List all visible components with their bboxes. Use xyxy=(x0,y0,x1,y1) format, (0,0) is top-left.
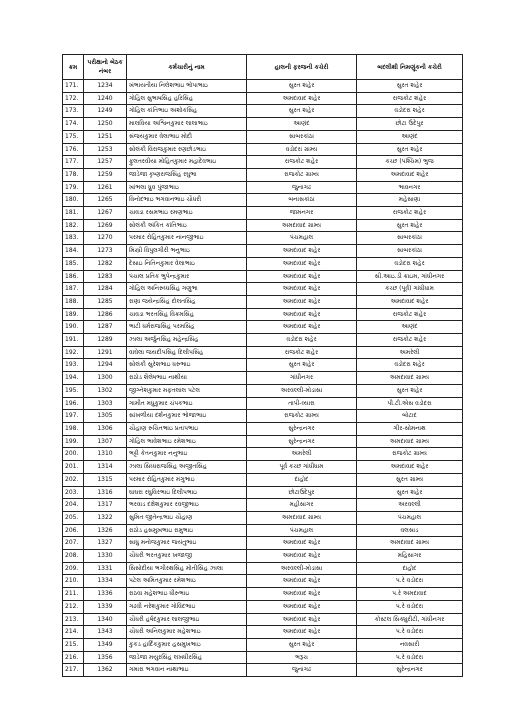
serial-no-cell: 171. xyxy=(63,80,84,93)
table-row xyxy=(63,80,463,93)
new-office-cell: રાજકોટ ગ્રામ્ય xyxy=(357,448,463,461)
table-row xyxy=(63,283,463,296)
table-row xyxy=(63,626,463,639)
current-office-cell: રાજકોટ શહેર xyxy=(247,346,357,359)
current-office-cell: આણંદ xyxy=(247,118,357,131)
table-row xyxy=(63,651,463,664)
current-office-cell: અમદાવાદ શહેર xyxy=(247,295,357,308)
new-office-cell: સુરત શહેર xyxy=(357,143,463,156)
new-office-cell: સુરત શહેર xyxy=(357,80,463,93)
seat-number-cell: 1331 xyxy=(84,562,127,575)
current-office-cell: અમદાવાદ શહેર xyxy=(247,283,357,296)
table-row xyxy=(63,575,463,588)
new-office-cell: અરવલ્લી xyxy=(357,499,463,512)
seat-number-cell: 1253 xyxy=(84,143,127,156)
new-office-cell: પ.રે વડોદરા xyxy=(357,600,463,613)
table-row xyxy=(63,346,463,359)
serial-no-cell: 199. xyxy=(63,435,84,448)
employee-name-cell: રાઠોડ શૈલેષભાઇ નાથીયા xyxy=(127,372,247,385)
current-office-cell: પૂર્વ કચ્છ ગાંધીધામ xyxy=(247,461,357,474)
serial-no-cell: 201. xyxy=(63,461,84,474)
employee-name-cell: ઝાલા સિધ્ધરાજસિંહ અજીતસિંહ xyxy=(127,461,247,474)
employee-name-cell: સિસોદીયા ભગીરથસિંહ મોતીસિંહ ઝાલા xyxy=(127,562,247,575)
seat-number-cell: 1362 xyxy=(84,664,127,677)
current-office-cell: અમદાવાદ શહેર xyxy=(247,257,357,270)
current-office-cell: સુરત શહેર xyxy=(247,105,357,118)
current-office-cell: અમદાવાદ શહેર xyxy=(247,575,357,588)
table-row xyxy=(63,473,463,486)
employee-name-cell: ભટ્ટી કેતનકુમાર નનુભાઇ xyxy=(127,448,247,461)
seat-number-cell: 1286 xyxy=(84,308,127,321)
new-office-cell: વડોદરા શહેર xyxy=(357,257,463,270)
employee-name-cell: ગોહિલ કાંતિભાઇ અશોકસિંહ xyxy=(127,105,247,118)
new-office-cell: આણંદ xyxy=(357,130,463,143)
current-office-cell: મહીસાગર xyxy=(247,499,357,512)
serial-no-cell: 176. xyxy=(63,143,84,156)
serial-no-cell: 196. xyxy=(63,397,84,410)
table-row xyxy=(63,448,463,461)
seat-number-cell: 1259 xyxy=(84,168,127,181)
new-office-cell: પ.રે વડોદરા xyxy=(357,575,463,588)
serial-no-cell: 195. xyxy=(63,384,84,397)
current-office-cell: અરવલ્લી-મોડાસા xyxy=(247,562,357,575)
current-office-cell: જામનગર xyxy=(247,207,357,220)
new-office-cell: કચ્છ (પશ્ચિમ) ભુજ xyxy=(357,156,463,169)
table-row xyxy=(63,359,463,372)
new-office-cell: પંચમહાલ xyxy=(357,511,463,524)
serial-no-cell: 178. xyxy=(63,168,84,181)
table-header-row xyxy=(63,55,463,80)
current-office-cell: અમદાવાદ શહેર xyxy=(247,613,357,626)
employee-name-cell: સાંખળીયા દર્શનકુમાર ભોજાભાઇ xyxy=(127,410,247,423)
seat-number-cell: 1334 xyxy=(84,575,127,588)
serial-no-cell: 211. xyxy=(63,588,84,601)
table-row xyxy=(63,664,463,677)
employee-name-cell: ગઢવી નરેશકુમાર ગોવિંદભાઇ xyxy=(127,600,247,613)
employee-name-cell: ગામીત મધુકુમાર ચંપકભાઇ xyxy=(127,397,247,410)
table-row xyxy=(63,511,463,524)
new-office-cell: ભાવનગર xyxy=(357,181,463,194)
seat-number-cell: 1269 xyxy=(84,219,127,232)
employee-name-cell: ગોહિલ અનિરુધ્ધસિંહ ગણુભા xyxy=(127,283,247,296)
serial-no-cell: 208. xyxy=(63,550,84,563)
table-row xyxy=(63,524,463,537)
seat-number-cell: 1307 xyxy=(84,435,127,448)
new-office-cell: પ.રે વડોદરા xyxy=(357,626,463,639)
table-row xyxy=(63,435,463,448)
seat-number-cell: 1340 xyxy=(84,613,127,626)
new-office-cell: કચ્છ (પૂર્વ) ગાંધીધામ xyxy=(357,283,463,296)
table-row xyxy=(63,168,463,181)
new-office-cell: સી.આઇ.ડી ક્રાઇમ, ગાંધીનગર xyxy=(357,270,463,283)
table-row xyxy=(63,422,463,435)
seat-number-cell: 1250 xyxy=(84,118,127,131)
new-office-cell: સુરત શહેર xyxy=(357,219,463,232)
seat-number-cell: 1326 xyxy=(84,524,127,537)
serial-no-cell: 184. xyxy=(63,245,84,258)
seat-number-cell: 1267 xyxy=(84,207,127,220)
table-row xyxy=(63,486,463,499)
seat-number-cell: 1317 xyxy=(84,499,127,512)
table-row xyxy=(63,232,463,245)
serial-no-cell: 207. xyxy=(63,537,84,550)
table-row xyxy=(63,537,463,550)
new-office-cell: મહેસાણા xyxy=(357,194,463,207)
employee-name-cell: ચૌધરી ભરતકુમાર ખજાજી xyxy=(127,550,247,563)
seat-number-cell: 1322 xyxy=(84,511,127,524)
seat-number-cell: 1273 xyxy=(84,245,127,258)
current-office-cell: અમદાવાદ શહેર xyxy=(247,321,357,334)
employee-name-cell: સાધુ મનોજકુમાર જયંતુભાઇ xyxy=(127,537,247,550)
table-row xyxy=(63,613,463,626)
seat-number-cell: 1349 xyxy=(84,638,127,651)
current-office-cell: અમદાવાદ ગ્રામ્ય xyxy=(247,219,357,232)
current-office-cell: જુનાગઢ xyxy=(247,664,357,677)
seat-number-cell: 1303 xyxy=(84,397,127,410)
employee-name-cell: ભરવાડ દક્ષેશકુમાર રવજીભાઇ xyxy=(127,499,247,512)
table-row xyxy=(63,600,463,613)
new-office-cell: રાજકોટ શહેર xyxy=(357,207,463,220)
employee-name-cell: ફુલતરવીયા મોહિતકુમાર મહાદેવભાઇ xyxy=(127,156,247,169)
new-office-cell: સાબરકાંઠા xyxy=(357,245,463,258)
seat-number-cell: 1336 xyxy=(84,588,127,601)
transfer-table xyxy=(62,54,463,677)
employee-name-cell: સોલંકી વિરાજકુમાર રણછોડભાઇ xyxy=(127,143,247,156)
serial-no-cell: 183. xyxy=(63,232,84,245)
table-body xyxy=(63,80,463,677)
serial-no-cell: 185. xyxy=(63,257,84,270)
table-row xyxy=(63,461,463,474)
seat-number-cell: 1289 xyxy=(84,334,127,347)
new-office-cell: અમરેલી xyxy=(357,346,463,359)
employee-name-cell: જાડેજા કૃષ્ણરાજસિંહ રઘુભા xyxy=(127,168,247,181)
table-row xyxy=(63,143,463,156)
table-row xyxy=(63,372,463,385)
serial-no-cell: 173. xyxy=(63,105,84,118)
serial-no-cell: 209. xyxy=(63,562,84,575)
serial-no-cell: 181. xyxy=(63,207,84,220)
serial-no-cell: 191. xyxy=(63,334,84,347)
new-office-cell: અમદાવાદ શહેર xyxy=(357,295,463,308)
new-office-cell: અમદાવાદ ગ્રામ્ય xyxy=(357,435,463,448)
employee-name-cell: કુકડ હાર્દિકકુમાર હસમુખભાઇ xyxy=(127,638,247,651)
table-row xyxy=(63,334,463,347)
employee-name-cell: રાઠવા મહેશભાઇ ધીરુભાઇ xyxy=(127,588,247,601)
employee-name-cell: મિસ્ત્રી વિપુલગીરી ભનુભાઇ xyxy=(127,245,247,258)
current-office-cell: અમદાવાદ શહેર xyxy=(247,588,357,601)
seat-number-cell: 1306 xyxy=(84,422,127,435)
employee-name-cell: વાઘેલા જયદીપસિંહ દિલીપસિંહ xyxy=(127,346,247,359)
new-office-cell: વલસાડ xyxy=(357,524,463,537)
serial-no-cell: 205. xyxy=(63,511,84,524)
table-row xyxy=(63,295,463,308)
seat-number-cell: 1270 xyxy=(84,232,127,245)
serial-no-cell: 200. xyxy=(63,448,84,461)
current-office-cell: રાજકોટ ગ્રામ્ય xyxy=(247,168,357,181)
employee-name-cell: ગોહિલ ભાવેશભાઇ રમેશભાઇ xyxy=(127,435,247,448)
serial-no-cell: 213. xyxy=(63,613,84,626)
seat-number-cell: 1316 xyxy=(84,486,127,499)
current-office-cell: સુરત શહેર xyxy=(247,359,357,372)
new-office-cell: બોટાદ xyxy=(357,410,463,423)
serial-no-cell: 197. xyxy=(63,410,84,423)
employee-name-cell: પરમાર રોહિતકુમાર મંગુભાઇ xyxy=(127,473,247,486)
seat-number-cell: 1282 xyxy=(84,257,127,270)
serial-no-cell: 206. xyxy=(63,524,84,537)
seat-number-cell: 1305 xyxy=(84,410,127,423)
serial-no-cell: 212. xyxy=(63,600,84,613)
table-row xyxy=(63,130,463,143)
current-office-cell: અમરેલી xyxy=(247,448,357,461)
header-current-office: હાલની ફરજની કચેરી xyxy=(247,55,357,80)
table-row xyxy=(63,257,463,270)
serial-no-cell: 217. xyxy=(63,664,84,677)
new-office-cell: રાજકોટ શહેર xyxy=(357,92,463,105)
new-office-cell: પ.રે વડોદરા xyxy=(357,651,463,664)
table-row xyxy=(63,194,463,207)
seat-number-cell: 1314 xyxy=(84,461,127,474)
seat-number-cell: 1251 xyxy=(84,130,127,143)
seat-number-cell: 1240 xyxy=(84,92,127,105)
table-row xyxy=(63,105,463,118)
serial-no-cell: 204. xyxy=(63,499,84,512)
current-office-cell: અરવલ્લી-મોડાસા xyxy=(247,384,357,397)
seat-number-cell: 1302 xyxy=(84,384,127,397)
header-employee-name: કર્મચારીનું નામ xyxy=(127,55,247,80)
header-seat-number: પરીક્ષાનો બેઠક નંબર xyxy=(84,55,127,80)
employee-name-cell: દેસાઇ નિતિનકુમાર વેલાભાઇ xyxy=(127,257,247,270)
table-row xyxy=(63,308,463,321)
serial-no-cell: 189. xyxy=(63,308,84,321)
table-row xyxy=(63,499,463,512)
table-row xyxy=(63,588,463,601)
serial-no-cell: 174. xyxy=(63,118,84,131)
table-row xyxy=(63,562,463,575)
serial-no-cell: 172. xyxy=(63,92,84,105)
employee-name-cell: ઘાઘરા રઘુવિરભાઇ દિલીપભાઇ xyxy=(127,486,247,499)
seat-number-cell: 1285 xyxy=(84,295,127,308)
employee-name-cell: પટેલ અમિતકુમાર રમેશભાઇ xyxy=(127,575,247,588)
serial-no-cell: 175. xyxy=(63,130,84,143)
employee-name-cell: ગોહિલ સુભાષસિંહ હરિસિંહ xyxy=(127,92,247,105)
employee-name-cell: વિનોદભાઇ ભગવાનભાઇ ચૌધરી xyxy=(127,194,247,207)
employee-name-cell: સોલંકી સુરેશભાઇ ધરુભાઇ xyxy=(127,359,247,372)
serial-no-cell: 190. xyxy=(63,321,84,334)
serial-no-cell: 187. xyxy=(63,283,84,296)
table-row xyxy=(63,384,463,397)
current-office-cell: અમદાવાદ શહેર xyxy=(247,550,357,563)
employee-name-cell: ચાવડા ભરતસિંહ વિક્રમસિંહ xyxy=(127,308,247,321)
current-office-cell: સુરત શહેર xyxy=(247,80,357,93)
header-new-office: બદલીથી નિમણૂંકની કચેરી xyxy=(357,55,463,80)
seat-number-cell: 1265 xyxy=(84,194,127,207)
table-row xyxy=(63,245,463,258)
employee-name-cell: માલવિયા અશ્વિનકુમાર લાલાભાઇ xyxy=(127,118,247,131)
current-office-cell: સુરેન્દ્રનગર xyxy=(247,435,357,448)
new-office-cell: વડોદરા શહેર xyxy=(357,105,463,118)
seat-number-cell: 1291 xyxy=(84,346,127,359)
employee-name-cell: સોલંકી અંકિત કાંતિભાઇ xyxy=(127,219,247,232)
seat-number-cell: 1343 xyxy=(84,626,127,639)
serial-no-cell: 203. xyxy=(63,486,84,499)
new-office-cell: રાજકોટ શહેર xyxy=(357,308,463,321)
employee-name-cell: ચૌધરી હર્ષદકુમાર લાલજીભાઇ xyxy=(127,613,247,626)
current-office-cell: સુરત શહેર xyxy=(247,638,357,651)
seat-number-cell: 1356 xyxy=(84,651,127,664)
new-office-cell: સાબરકાંઠા xyxy=(357,232,463,245)
employee-name-cell: સંજયકુમાર વેલાભાઇ મોદી xyxy=(127,130,247,143)
seat-number-cell: 1261 xyxy=(84,181,127,194)
employee-name-cell: ઝાલા અર્જુનસિંહ મહેન્દ્રસિંહ xyxy=(127,334,247,347)
new-office-cell: પી.ટી.એસ વડોદરા xyxy=(357,397,463,410)
serial-no-cell: 193. xyxy=(63,359,84,372)
new-office-cell: છોટા ઉદેપુર xyxy=(357,118,463,131)
current-office-cell: પંચમહાલ xyxy=(247,524,357,537)
table-row xyxy=(63,207,463,220)
current-office-cell: પંચમહાલ xyxy=(247,232,357,245)
serial-no-cell: 182. xyxy=(63,219,84,232)
seat-number-cell: 1257 xyxy=(84,156,127,169)
current-office-cell: દાહોદ xyxy=(247,473,357,486)
seat-number-cell: 1234 xyxy=(84,80,127,93)
employee-name-cell: રાઠોડ હસમુખભાઇ રામુભાઇ xyxy=(127,524,247,537)
serial-no-cell: 194. xyxy=(63,372,84,385)
table-row xyxy=(63,156,463,169)
employee-name-cell: ચૌધરી અનિલકુમાર મહેશભાઇ xyxy=(127,626,247,639)
seat-number-cell: 1249 xyxy=(84,105,127,118)
employee-name-cell: જીગ્નેશકુમાર મફતલાલ પટેલ xyxy=(127,384,247,397)
current-office-cell: રાજકોટ શહેર xyxy=(247,156,357,169)
current-office-cell: અમદાવાદ શહેર xyxy=(247,308,357,321)
current-office-cell: અમદાવાદ શહેર xyxy=(247,600,357,613)
new-office-cell: કોસ્ટલ સિક્યુરીટી, ગાંધીનગર xyxy=(357,613,463,626)
employee-name-cell: ભાટી ધર્મરાજસિંહ પરમસિંહ xyxy=(127,321,247,334)
new-office-cell: પ.રે અમદાવાદ xyxy=(357,588,463,601)
new-office-cell: વડોદરા શહેર xyxy=(357,359,463,372)
seat-number-cell: 1284 xyxy=(84,283,127,296)
seat-number-cell: 1283 xyxy=(84,270,127,283)
table-row xyxy=(63,410,463,423)
current-office-cell: સાબરકાંઠા xyxy=(247,130,357,143)
table-row xyxy=(63,550,463,563)
new-office-cell: સુરત ગ્રામ્ય xyxy=(357,473,463,486)
current-office-cell: અમદાવાદ શહેર xyxy=(247,626,357,639)
seat-number-cell: 1310 xyxy=(84,448,127,461)
new-office-cell: સુરેન્દ્રનગર xyxy=(357,664,463,677)
current-office-cell: ભરૂચ xyxy=(247,651,357,664)
employee-name-cell: પરમાર રોહિતકુમાર નાનજીભાઇ xyxy=(127,232,247,245)
serial-no-cell: 214. xyxy=(63,626,84,639)
seat-number-cell: 1300 xyxy=(84,372,127,385)
table-row xyxy=(63,638,463,651)
current-office-cell: તાપી-વ્યારા xyxy=(247,397,357,410)
current-office-cell: બનાસકાંઠા xyxy=(247,194,357,207)
current-office-cell: વડોદરા ગ્રામ્ય xyxy=(247,143,357,156)
new-office-cell: મહિસાગર xyxy=(357,550,463,563)
serial-no-cell: 192. xyxy=(63,346,84,359)
employee-name-cell: ખંભાયતીયા નિલેશભાઇ ભોપાભાઇ xyxy=(127,80,247,93)
current-office-cell: અમદાવાદ શહેર xyxy=(247,92,357,105)
table-row xyxy=(63,181,463,194)
seat-number-cell: 1287 xyxy=(84,321,127,334)
current-office-cell: અમદાવાદ ગ્રામ્ય xyxy=(247,511,357,524)
table-row xyxy=(63,270,463,283)
table-row xyxy=(63,92,463,105)
employee-name-cell: ચાવડા રસમભાઇ રમણભાઇ xyxy=(127,207,247,220)
current-office-cell: છોટાઉદેપુર xyxy=(247,486,357,499)
serial-no-cell: 188. xyxy=(63,295,84,308)
serial-no-cell: 210. xyxy=(63,575,84,588)
employee-name-cell: જાડેજા મયુરસિંહ લખધીરસિંહ xyxy=(127,651,247,664)
table-row xyxy=(63,219,463,232)
seat-number-cell: 1330 xyxy=(84,550,127,563)
new-office-cell: સુરત શહેર xyxy=(357,486,463,499)
serial-no-cell: 198. xyxy=(63,422,84,435)
serial-no-cell: 186. xyxy=(63,270,84,283)
serial-no-cell: 215. xyxy=(63,638,84,651)
new-office-cell: સુરત શહેર xyxy=(357,384,463,397)
current-office-cell: જુનાગઢ xyxy=(247,181,357,194)
new-office-cell: આણંદ xyxy=(357,321,463,334)
serial-no-cell: 180. xyxy=(63,194,84,207)
employee-name-cell: ચૌહાણ રુચિતભાઇ પ્રતાપભાઇ xyxy=(127,422,247,435)
new-office-cell: અમદાવાદ ગ્રામ્ય xyxy=(357,537,463,550)
new-office-cell: અમદાવાદ શહેર xyxy=(357,168,463,181)
serial-no-cell: 177. xyxy=(63,156,84,169)
current-office-cell: અમદાવાદ શહેર xyxy=(247,537,357,550)
current-office-cell: સુરેન્દ્રનગર xyxy=(247,422,357,435)
new-office-cell: નવસારી xyxy=(357,638,463,651)
employee-name-cell: સુમિત જીતેન્દ્રભાઇ ચૌહાણ xyxy=(127,511,247,524)
table-row xyxy=(63,397,463,410)
employee-name-cell: પંચાલ પ્રતિક ભુપેન્દ્રકુમાર xyxy=(127,270,247,283)
employee-name-cell: રાણા જયેન્દ્રસિંહ દોલતસિંહ xyxy=(127,295,247,308)
serial-no-cell: 216. xyxy=(63,651,84,664)
new-office-cell: ગીર-સોમનાથ xyxy=(357,422,463,435)
table-row xyxy=(63,321,463,334)
new-office-cell: રાજકોટ શહેર xyxy=(357,334,463,347)
serial-no-cell: 179. xyxy=(63,181,84,194)
seat-number-cell: 1315 xyxy=(84,473,127,486)
current-office-cell: અમદાવાદ શહેર xyxy=(247,270,357,283)
new-office-cell: અમદાવાદ શહેર xyxy=(357,461,463,474)
current-office-cell: ગાંધીનગર xyxy=(247,372,357,385)
current-office-cell: વડોદરા શહેર xyxy=(247,334,357,347)
new-office-cell: દાહોદ xyxy=(357,562,463,575)
employee-name-cell: ખાંભલા ધ્રુવ પુંજાભાઇ xyxy=(127,181,247,194)
header-serial-no: ક્રમ xyxy=(63,55,84,80)
current-office-cell: રાજકોટ ગ્રામ્ય xyxy=(247,410,357,423)
seat-number-cell: 1339 xyxy=(84,600,127,613)
table-row xyxy=(63,118,463,131)
current-office-cell: અમદાવાદ શહેર xyxy=(247,245,357,258)
new-office-cell: અમદાવાદ ગ્રામ્ય xyxy=(357,372,463,385)
seat-number-cell: 1294 xyxy=(84,359,127,372)
employee-name-cell: ગમારા ભગવાન નાથાભાઇ xyxy=(127,664,247,677)
seat-number-cell: 1327 xyxy=(84,537,127,550)
serial-no-cell: 202. xyxy=(63,473,84,486)
